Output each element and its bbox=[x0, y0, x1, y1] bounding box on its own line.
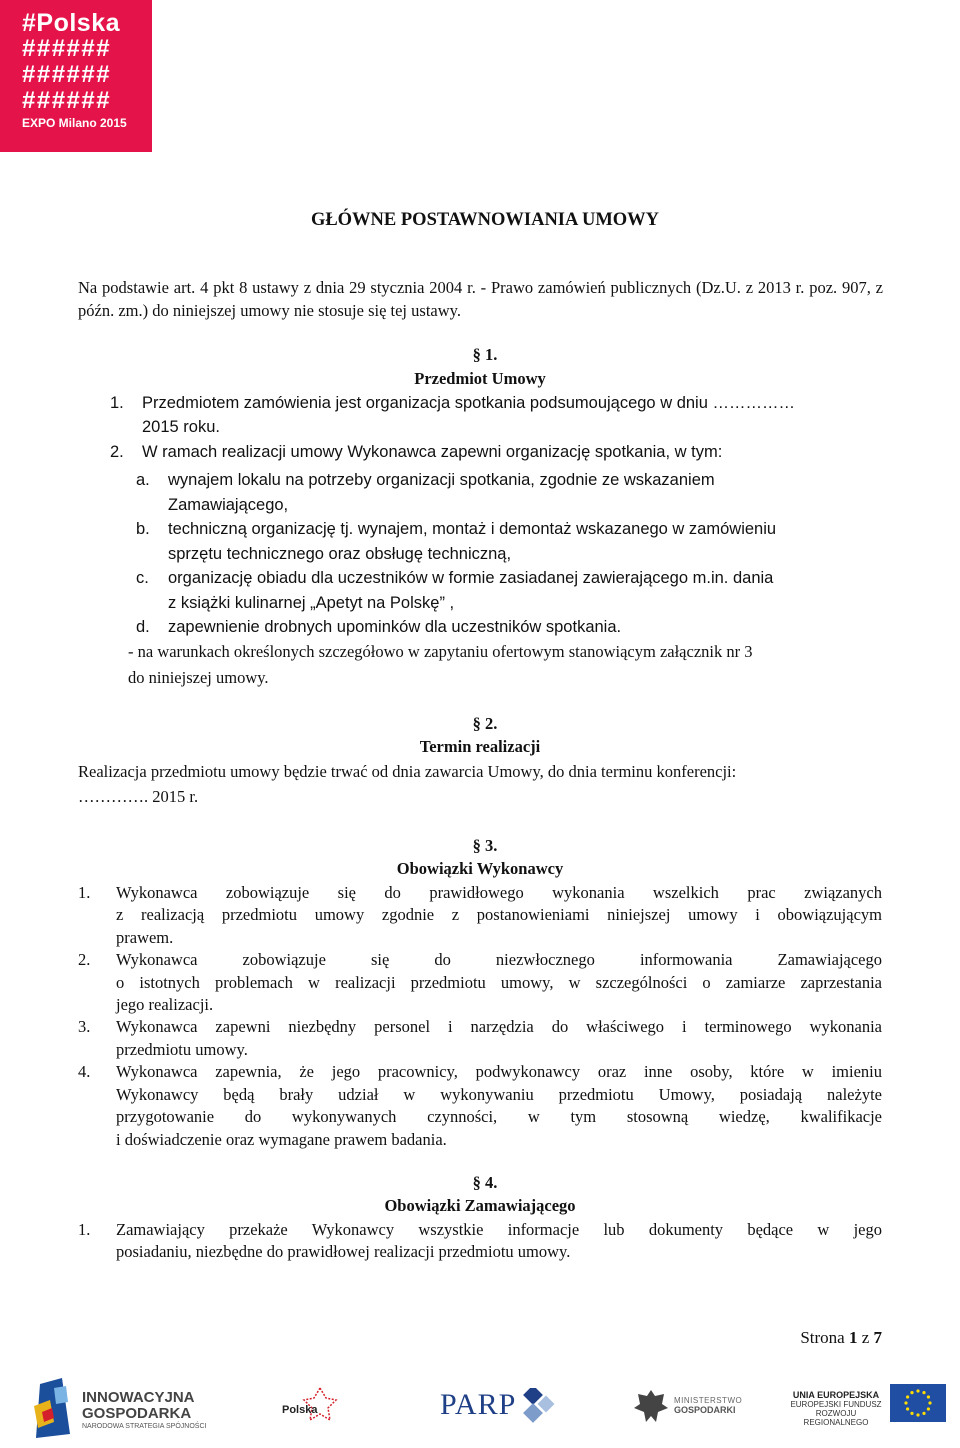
s3-item-4-number: 4. bbox=[78, 1062, 91, 1081]
s1-sub-b-line1: techniczną organizację tj. wynajem, montaż i demontaż wskazanego w zamówieniu bbox=[168, 520, 777, 538]
ig-emblem-icon bbox=[32, 1378, 76, 1438]
min-line1: MINISTERSTWO bbox=[674, 1396, 743, 1405]
s3-item-1-line1: Wykonawca zobowiązuje się do prawidłowego wykonania wszelkich prac związanych bbox=[116, 883, 882, 902]
ig-line1: INNOWACYJNA bbox=[82, 1389, 195, 1406]
s1-note-line1: - na warunkach określonych szczegółowo w zapytaniu ofertowym stanowiącym załącznik nr 3 bbox=[128, 642, 753, 661]
s3-item-4-line4: i doświadczenie oraz wymagane prawem badania. bbox=[116, 1130, 447, 1149]
s1-sub-b-number: b. bbox=[136, 520, 150, 538]
page-mid: z bbox=[857, 1328, 874, 1347]
section-2-heading: Termin realizacji bbox=[419, 737, 541, 756]
ministerstwo-gospodarki-logo bbox=[632, 1386, 743, 1431]
polska-logo bbox=[282, 1386, 338, 1427]
ue-line3: ROZWOJU REGIONALNEGO bbox=[803, 1409, 869, 1427]
s2-line1: Realizacja przedmiotu umowy będzie trwać od dnia zawarcia Umowy, do dnia terminu konferencji: bbox=[78, 762, 737, 781]
s3-item-3-line1: Wykonawca zapewni niezbędny personel i narzędzia do właściwego i terminowego wykonania bbox=[116, 1017, 882, 1036]
s1-sub-a-line2: Zamawiającego, bbox=[168, 496, 289, 514]
s3-item-1-line3: prawem. bbox=[116, 928, 174, 947]
s3-item-1-number: 1. bbox=[78, 883, 91, 902]
s3-item-2-line1: Wykonawca zobowiązuje się do niezwłocznego informowania Zamawiającego bbox=[116, 950, 882, 969]
logo-line: ###### bbox=[22, 61, 112, 88]
s1-sub-b-line2: sprzętu technicznego oraz obsługę techniczną, bbox=[168, 545, 512, 563]
s4-item-1-line2: posiadaniu, niezbędne do prawidłowej realizacji przedmiotu umowy. bbox=[116, 1242, 571, 1261]
s3-item-2-line3: jego realizacji. bbox=[116, 995, 214, 1014]
polska-label: Polska bbox=[282, 1404, 318, 1416]
s1-item-1 bbox=[110, 392, 124, 415]
s1-item-1-text bbox=[142, 392, 887, 415]
parp-logo bbox=[440, 1388, 516, 1422]
section-3-number: § 3. bbox=[472, 836, 498, 855]
document-title: GŁÓWNE POSTAWNOWIANIA UMOWY bbox=[310, 210, 660, 230]
innowacyjna-gospodarka-logo bbox=[32, 1378, 207, 1443]
s1-sub-a-line1: wynajem lokalu na potrzeby organizacji spotkania, zgodnie ze wskazaniem bbox=[168, 471, 715, 489]
s1-item-1-text-cont: 2015 roku. bbox=[142, 418, 220, 436]
ue-line1: UNIA EUROPEJSKA bbox=[792, 1390, 880, 1400]
s1-sub-a-number: a. bbox=[136, 471, 150, 489]
s3-item-1-line2: z realizacją przedmiotu umowy zgodnie z postanowieniami niniejszej umowy i obowiązującym bbox=[116, 905, 882, 924]
s3-item-3-line2: przedmiotu umowy. bbox=[116, 1040, 248, 1059]
page-number bbox=[800, 1328, 882, 1348]
item-number: 1. bbox=[110, 394, 124, 412]
s3-item-4-line3: przygotowanie do wykonywanych czynności, w tym stosowną wiedzę, kwalifikacje bbox=[116, 1107, 882, 1126]
item-text: Przedmiotem zamówienia jest organizacja spotkania podsumoującego w dniu …………… bbox=[142, 394, 795, 412]
s1-note-line2: do niniejszej umowy. bbox=[128, 668, 269, 687]
s4-item-1-number: 1. bbox=[78, 1220, 91, 1239]
ig-line3: NARODOWA STRATEGIA SPÓJNOŚCI bbox=[82, 1423, 207, 1430]
s1-sub-d-line1: zapewnienie drobnych upominków dla uczestników spotkania. bbox=[168, 618, 622, 636]
parp-label: PARP bbox=[440, 1388, 517, 1421]
section-2-number: § 2. bbox=[472, 714, 498, 733]
ue-line2: EUROPEJSKI FUNDUSZ bbox=[790, 1400, 882, 1409]
page-current: 1 bbox=[848, 1328, 858, 1347]
s3-item-3-number: 3. bbox=[78, 1017, 91, 1036]
eu-flag-icon bbox=[890, 1384, 946, 1422]
s1-item-2-number: 2. bbox=[110, 443, 124, 461]
s3-item-4-line2: Wykonawcy będą brały udział w wykonywaniu przedmiotu Umowy, posiadają należyte bbox=[116, 1085, 882, 1104]
s4-item-1-line1: Zamawiający przekaże Wykonawcy wszystkie informacje lub dokumenty będące w jego bbox=[116, 1220, 882, 1239]
page-prefix: Strona bbox=[800, 1328, 849, 1347]
s3-item-2-number: 2. bbox=[78, 950, 91, 969]
s1-sub-c-number: c. bbox=[136, 569, 149, 587]
section-3-heading: Obowiązki Wykonawcy bbox=[396, 859, 564, 878]
s2-line2: …………. 2015 r. bbox=[78, 787, 199, 806]
intro-paragraph: Na podstawie art. 4 pkt 8 ustawy z dnia 29 stycznia 2004 r. - Prawo zamówień publicznych (Dz.U. z 2013 r. poz. 907, z późn. zm.) do niniejszej umowy nie stosuje się tej ustawy. bbox=[78, 278, 883, 320]
eagle-icon bbox=[632, 1386, 670, 1426]
s3-item-4-line1: Wykonawca zapewnia, że jego pracownicy, podwykonawcy oraz inne osoby, które w imieniu bbox=[116, 1062, 882, 1081]
section-1-heading: Przedmiot Umowy bbox=[414, 369, 546, 388]
section-1-number: § 1. bbox=[472, 345, 498, 364]
s1-sub-c-line1: organizację obiadu dla uczestników w formie zasiadanej zawierającego m.in. dania bbox=[168, 569, 774, 587]
parp-emblem-icon bbox=[516, 1388, 556, 1424]
page-total: 7 bbox=[873, 1328, 882, 1347]
s1-sub-c-line2: z książki kulinarnej „Apetyt na Polskę” , bbox=[168, 594, 455, 612]
s1-item-2-text: W ramach realizacji umowy Wykonawca zapewni organizację spotkania, w tym: bbox=[142, 443, 723, 461]
s1-sub-d-number: d. bbox=[136, 618, 150, 636]
logo-line: #Polska bbox=[22, 9, 121, 37]
s3-item-2-line2: o istotnych problemach w realizacji przedmiotu umowy, w szczególności o zamiarze zaprzestania bbox=[116, 973, 882, 992]
expo-milano-logo bbox=[0, 0, 152, 152]
unia-europejska-logo bbox=[786, 1390, 886, 1427]
logo-line: EXPO Milano 2015 bbox=[22, 116, 127, 130]
section-4-heading: Obowiązki Zamawiającego bbox=[384, 1196, 576, 1215]
min-line2: GOSPODARKI bbox=[674, 1405, 736, 1415]
footer-logos bbox=[0, 1378, 960, 1448]
logo-line: ###### bbox=[22, 87, 112, 114]
section-4-number: § 4. bbox=[472, 1173, 498, 1192]
ig-line2: GOSPODARKA bbox=[82, 1405, 192, 1422]
logo-line: ###### bbox=[22, 35, 112, 62]
